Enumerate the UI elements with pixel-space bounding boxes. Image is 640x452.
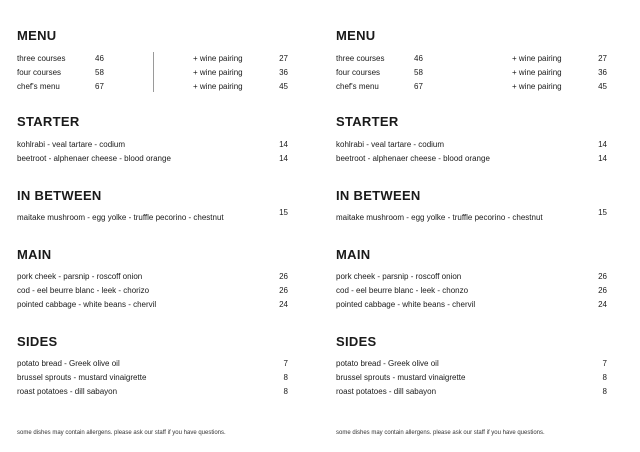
- dish-name: roast potatoes - dill sabayon: [17, 387, 118, 396]
- allergen-note: some dishes may contain allergens. please ask our staff if you have questions.: [17, 430, 226, 436]
- section-heading-in-between: IN BETWEEN: [17, 188, 102, 203]
- menu-option-price: 58: [414, 68, 423, 77]
- dish-price: 14: [279, 140, 288, 149]
- menu-option-name: chef's menu: [336, 82, 379, 91]
- dish-name: potato bread - Greek olive oil: [17, 359, 120, 368]
- section-heading-starter: STARTER: [336, 114, 399, 129]
- dish-price: 15: [279, 208, 288, 217]
- dish-name: brussel sprouts - mustard vinaigrette: [17, 373, 147, 382]
- dish-name: pork cheek - parsnip - roscoff onion: [336, 272, 462, 281]
- wine-pairing-price: 27: [279, 54, 288, 63]
- wine-pairing-label: + wine pairing: [193, 68, 243, 77]
- menu-divider: [153, 52, 154, 92]
- section-heading-sides: SIDES: [17, 334, 58, 349]
- menu-option-name: three courses: [17, 54, 66, 63]
- dish-name: kohlrabi - veal tartare - codium: [336, 140, 445, 149]
- dish-price: 8: [602, 387, 607, 396]
- dish-price: 7: [602, 359, 607, 368]
- menu-heading: MENU: [336, 28, 376, 43]
- menu-option-price: 58: [95, 68, 104, 77]
- dish-name: maitake mushroom - egg yolke - truffle pecorino - chestnut: [17, 213, 224, 222]
- dish-name: pointed cabbage - white beans - chervil: [336, 300, 476, 309]
- wine-pairing-label: + wine pairing: [193, 54, 243, 63]
- wine-pairing-label: + wine pairing: [193, 82, 243, 91]
- dish-price: 26: [279, 272, 288, 281]
- allergen-note: some dishes may contain allergens. please ask our staff if you have questions.: [336, 430, 545, 436]
- menu-option-price: 67: [95, 82, 104, 91]
- menu-option-price: 46: [414, 54, 423, 63]
- dish-price: 24: [279, 300, 288, 309]
- dish-name: pointed cabbage - white beans - chervil: [17, 300, 157, 309]
- dish-price: 8: [602, 373, 607, 382]
- dish-name: cod - eel beurre blanc - leek - chonzo: [336, 286, 469, 295]
- wine-pairing-label: + wine pairing: [512, 82, 562, 91]
- wine-pairing-price: 45: [598, 82, 607, 91]
- menu-option-price: 67: [414, 82, 423, 91]
- dish-price: 14: [279, 154, 288, 163]
- wine-pairing-price: 27: [598, 54, 607, 63]
- menu-option-price: 46: [95, 54, 104, 63]
- dish-price: 8: [283, 387, 288, 396]
- dish-price: 7: [283, 359, 288, 368]
- menu-option-name: four courses: [17, 68, 62, 77]
- menu-heading: MENU: [17, 28, 57, 43]
- dish-price: 26: [598, 272, 607, 281]
- section-heading-in-between: IN BETWEEN: [336, 188, 421, 203]
- dish-name: cod - eel beurre blanc - leek - chorizo: [17, 286, 150, 295]
- menu-page-left: [17, 0, 317, 452]
- menu-page-right: [336, 0, 636, 452]
- dish-price: 14: [598, 140, 607, 149]
- wine-pairing-price: 36: [279, 68, 288, 77]
- dish-name: pork cheek - parsnip - roscoff onion: [17, 272, 143, 281]
- dish-price: 15: [598, 208, 607, 217]
- dish-price: 8: [283, 373, 288, 382]
- wine-pairing-price: 45: [279, 82, 288, 91]
- dish-name: beetroot - alphenaer cheese - blood orange: [17, 154, 171, 163]
- dish-name: beetroot - alphenaer cheese - blood orange: [336, 154, 490, 163]
- dish-name: maitake mushroom - egg yolke - truffle pecorino - chestnut: [336, 213, 543, 222]
- wine-pairing-label: + wine pairing: [512, 54, 562, 63]
- menu-option-name: four courses: [336, 68, 381, 77]
- wine-pairing-label: + wine pairing: [512, 68, 562, 77]
- section-heading-sides: SIDES: [336, 334, 377, 349]
- dish-name: roast potatoes - dill sabayon: [336, 387, 437, 396]
- dish-name: brussel sprouts - mustard vinaigrette: [336, 373, 466, 382]
- dish-name: kohlrabi - veal tartare - codium: [17, 140, 126, 149]
- dish-price: 24: [598, 300, 607, 309]
- dish-price: 14: [598, 154, 607, 163]
- dish-price: 26: [598, 286, 607, 295]
- section-heading-main: MAIN: [17, 247, 52, 262]
- menu-option-name: chef's menu: [17, 82, 60, 91]
- dish-price: 26: [279, 286, 288, 295]
- dish-name: potato bread - Greek olive oil: [336, 359, 439, 368]
- section-heading-main: MAIN: [336, 247, 371, 262]
- wine-pairing-price: 36: [598, 68, 607, 77]
- section-heading-starter: STARTER: [17, 114, 80, 129]
- menu-option-name: three courses: [336, 54, 385, 63]
